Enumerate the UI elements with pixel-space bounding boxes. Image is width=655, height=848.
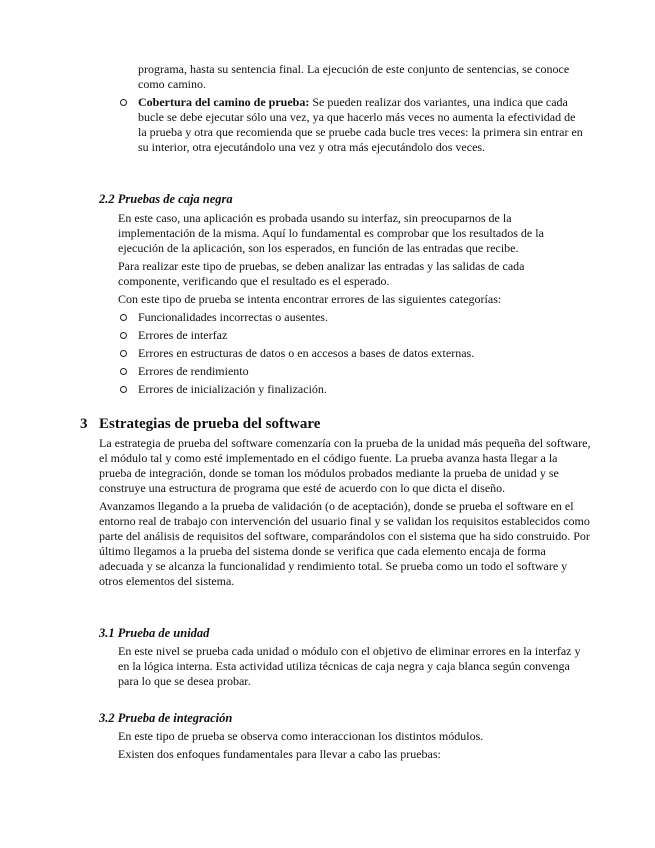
section-3 <box>0 415 655 592</box>
bullet-icon <box>120 99 127 106</box>
section-heading: 3.2 Prueba de integración <box>99 711 233 725</box>
paragraph: En este tipo de prueba se observa como interaccionan los distintos módulos. <box>118 729 484 743</box>
error-category-list <box>0 310 655 397</box>
chapter-number: 3 <box>80 416 88 432</box>
bullet-icon <box>120 332 127 339</box>
list-item: Funcionalidades incorrectas o ausentes. <box>0 310 655 325</box>
section-3-2 <box>0 711 655 765</box>
paragraph: En este caso, una aplicación es probada usando su interfaz, sin preocuparnos de la implementación de la misma. Aquí lo fundamental es comprobar que los resultados de la ejecución de la aplicación, son los esperados, en función de las entradas que recibe. <box>118 211 544 255</box>
list-item <box>0 95 655 155</box>
bullet-icon <box>120 368 127 375</box>
paragraph: La estrategia de prueba del software comenzaría con la prueba de la unidad más pequeña del software, el módulo tal y como esté implementado en el código fuente. La prueba avanza hasta llegar a la prueba de integración, donde se toman los módulos probados mediante la prueba de unidad y se construye una estructura de programa que esté de acuerdo con lo que dicta el diseño. <box>99 436 591 495</box>
bullet-icon <box>120 314 127 321</box>
paragraph: En este nivel se prueba cada unidad o módulo con el objetivo de eliminar errores en la interfaz y en la lógica interna. Esta actividad utiliza técnicas de caja negra y caja blanca según convenga para lo que se desea probar. <box>118 644 581 688</box>
bullet-icon <box>120 386 127 393</box>
chapter-heading <box>0 415 655 433</box>
section-2-1-tail <box>0 62 655 155</box>
paragraph: Existen dos enfoques fundamentales para llevar a cabo las pruebas: <box>118 747 441 761</box>
list-item: Errores de rendimiento <box>0 364 655 379</box>
paragraph: Con este tipo de prueba se intenta encontrar errores de las siguientes categorías: <box>118 292 502 306</box>
section-3-1 <box>0 626 655 692</box>
section-heading: 2.2 Pruebas de caja negra <box>99 192 233 206</box>
bullet-continuation: programa, hasta su sentencia final. La ejecución de este conjunto de sentencias, se conoce como camino. <box>138 62 570 91</box>
section-heading: 3.1 Prueba de unidad <box>99 626 210 640</box>
paragraph: Para realizar este tipo de pruebas, se deben analizar las entradas y las salidas de cada componente, verificando que el resultado es el esperado. <box>118 259 525 288</box>
bullet-icon <box>120 350 127 357</box>
list-item: Errores de inicialización y finalización. <box>0 382 655 397</box>
list-item: Errores de interfaz <box>0 328 655 343</box>
bullet-text: Se pueden realizar dos variantes, una indica que cada bucle se debe ejecutar sólo una vez, ya que hacerlo más veces no aumenta la efectividad de la prueba y otra que recomienda que se pruebe cada bucle tres veces: la primera sin entrar en su interior, otra ejecutándolo una vez y otra más ejecutándolo dos veces. <box>138 95 583 154</box>
list-item: Errores en estructuras de datos o en accesos a bases de datos externas. <box>0 346 655 361</box>
chapter-title: Estrategias de prueba del software <box>99 416 321 432</box>
bullet-bold-label: Cobertura del camino de prueba: <box>138 95 310 109</box>
section-2-2 <box>0 192 655 400</box>
paragraph: Avanzamos llegando a la prueba de validación (o de aceptación), donde se prueba el software en el entorno real de trabajo con intervención del usuario final y se validan los requisitos establecidos como parte del análisis de requisitos del software, comparándolos con el sistema que ha sido construido. Por último llegamos a la prueba del sistema donde se verifica que cada elemento encaja de forma adecuada y se alcanza la funcionalidad y rendimiento total. Se prueba como un todo el software y otros elementos del sistema. <box>99 499 590 588</box>
